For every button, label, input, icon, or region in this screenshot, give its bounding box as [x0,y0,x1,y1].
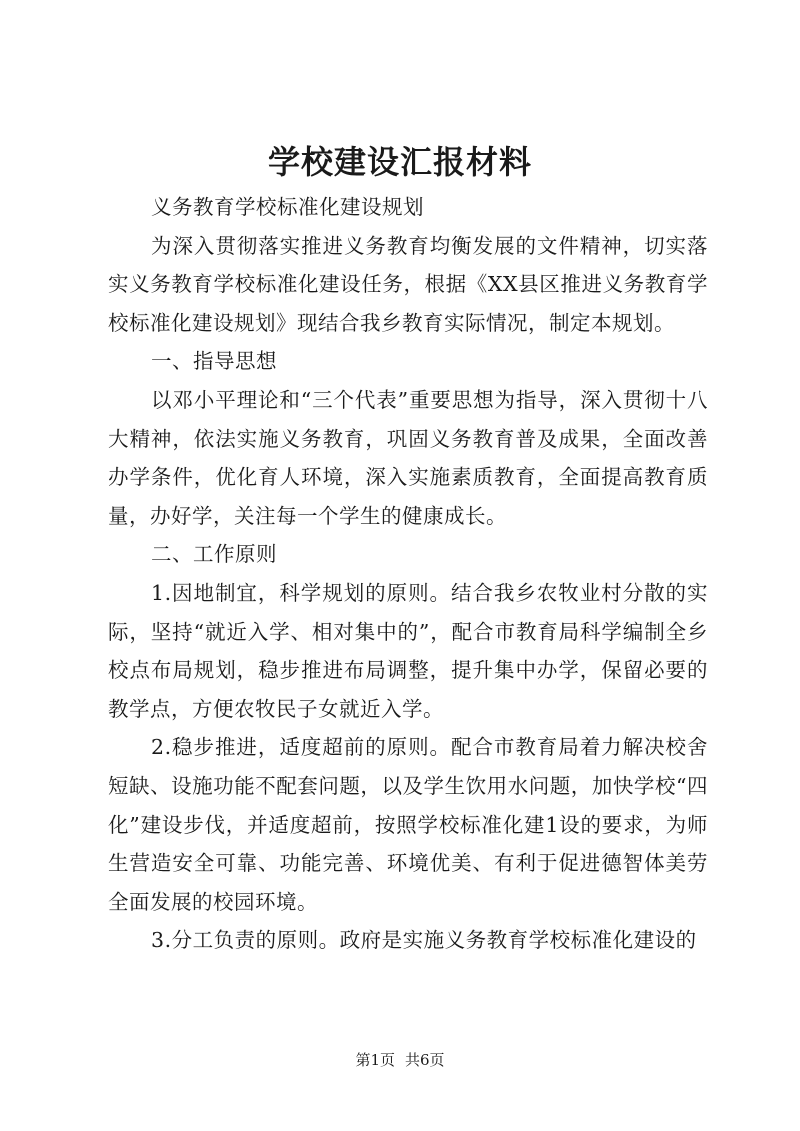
page-footer [0,1049,800,1071]
principle-1-paragraph: 1.因地制宜，科学规划的原则。结合我乡农牧业村分散的实际，坚持“就近入学、相对集中的”，配合市教育局科学编制全乡校点布局规划，稳步推进布局调整，提升集中办学，保留必要的教学点，方便农牧民子女就近入学。 [108,580,708,721]
intro-paragraph: 为深入贯彻落实推进义务教育均衡发展的文件精神，切实落实义务教育学校标准化建设任务，根据《XX县区推进义务教育学校标准化建设规划》现结合我乡教育实际情况，制定本规划。 [108,233,708,335]
page-total: 共6页 [405,1051,445,1069]
section-heading-work-principles: 二、工作原则 [151,542,278,567]
document-title: 学校建设汇报材料 [267,143,532,181]
principle-3-paragraph: 3.分工负责的原则。政府是实施义务教育学校标准化建设的 [151,928,697,953]
guiding-ideology-paragraph: 以邓小平理论和“三个代表”重要思想为指导，深入贯彻十八大精神，依法实施义务教育，巩固义务教育普及成果，全面改善办学条件，优化育人环境，深入实施素质教育，全面提高教育质量，办好学，关注每一个学生的健康成长。 [108,387,708,528]
document-body [108,188,708,960]
subtitle-paragraph: 义务教育学校标准化建设规划 [151,195,425,219]
page-number: 第1页 [355,1051,395,1069]
section-heading-guiding-ideology: 一、指导思想 [151,349,278,374]
principle-2-paragraph: 2.稳步推进，适度超前的原则。配合市教育局着力解决校舍短缺、设施功能不配套问题，以及学生饮用水问题，加快学校“四化”建设步伐，并适度超前，按照学校标准化建1设的要求，为师生营造安全可靠、功能完善、环境优美、有利于促进德智体美劳全面发展的校园环境。 [108,735,708,914]
